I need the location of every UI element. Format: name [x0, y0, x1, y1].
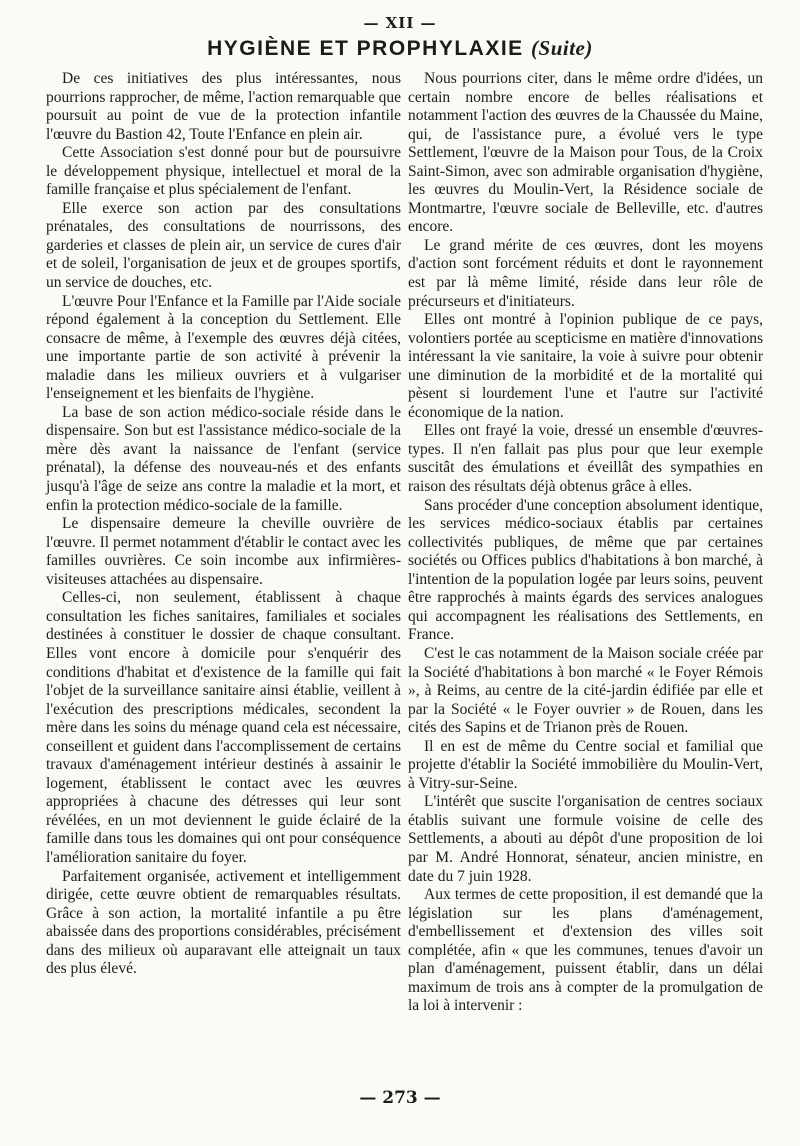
paragraph: Celles-ci, non seulement, établissent à chaque consultation les fiches sanitaires, familiales et sociales destinées à constituer le dossier de chaque consultant. Elles vont encore à domicile pour s'enquérir des conditions d'habitat et d'existence de la famille qui fait l'objet de la surveillance sanitaire ainsi établie, veillent à l'exécution des prescriptions médicales, secondent la mère dans les soins du ménage quand cela est nécessaire, conseillent et guident dans l'accomplissement de certains travaux d'aménagement intérieur destinés à assainir le logement, établissent le contact avec les œuvres appropriées à chacune des détresses qui leur sont révélées, en un mot deviennent le guide éclairé de la famille dans tous les domaines qui ont pour conséquence l'amélioration sanitaire du foyer. [46, 589, 401, 866]
paragraph: Nous pourrions citer, dans le même ordre d'idées, un certain nombre encore de belles réalisations et notamment l'action des œuvres de la Chaussée du Maine, qui, de l'assistance pure, a évolué vers le type Settlement, l'œuvre de la Maison pour Tous, de la Croix Saint-Simon, avec son admirable organisation d'hygiène, les œuvres du Moulin-Vert, la Résidence sociale de Montmartre, l'œuvre sociale de Belleville, etc. d'autres encore. [408, 70, 763, 236]
page-roman-numeral: — XII — [363, 14, 437, 32]
paragraph: Cette Association s'est donné pour but de poursuivre le développement physique, intellectuel et moral de la famille française et plus spécialement de l'enfant. [46, 144, 401, 199]
paragraph: La base de son action médico-sociale réside dans le dispensaire. Son but est l'assistance médico-sociale de la mère dès avant la naissance de l'enfant (service prénatal), la défense des nouveau-nés et des enfants jusqu'à l'âge de seize ans contre la maladie et la mort, et enfin la protection médico-sociale de la famille. [46, 403, 401, 514]
right-column [408, 70, 763, 1016]
paragraph: Elles ont frayé la voie, dressé un ensemble d'œuvres-types. Il n'en fallait pas plus pour que leur exemple suscitât des émulations et éveillât des sympathies en raison des résultats déjà obtenus grâce à elles. [408, 422, 763, 496]
paragraph: Il en est de même du Centre social et familial que projette d'établir la Société immobilière du Moulin-Vert, à Vitry-sur-Seine. [408, 737, 763, 792]
paragraph: Parfaitement organisée, activement et intelligemment dirigée, cette œuvre obtient de remarquables résultats. Grâce à son action, la mortalité infantile a pu être abaissée dans des proportions considérables, précisément dans des milieux où auparavant elle atteignait un taux des plus élevé. [46, 867, 401, 978]
page-title [0, 36, 800, 61]
paragraph: Le grand mérite de ces œuvres, dont les moyens d'action sont forcément réduits et dont le rayonnement est par là même limité, réside dans leur rôle de précurseurs et d'initiateurs. [408, 236, 763, 310]
paragraph: Le dispensaire demeure la cheville ouvrière de l'œuvre. Il permet notamment d'établir le contact avec les familles ouvrières. Ce soin incombe aux infirmières-visiteuses attachées au dispensaire. [46, 515, 401, 588]
title-main: HYGIÈNE ET PROPHYLAXIE [207, 37, 524, 60]
paragraph: Sans procéder d'une conception absolument identique, les services médico-sociaux établis par certaines collectivités publiques, de même que par certaines sociétés ou Offices publics d'habitations à bon marché, à l'intention de la population logée par leurs soins, peuvent être rapprochés à maints égards des services analogues qui accompagnent les réalisations des Settlements, en France. [408, 496, 763, 644]
title-suffix: (Suite) [531, 36, 593, 60]
paragraph: L'intérêt que suscite l'organisation de centres sociaux établis suivant une formule voisine de celle des Settlements, a abouti au dépôt d'une proposition de loi par M. André Honnorat, sénateur, ancien ministre, en date du 7 juin 1928. [408, 793, 763, 885]
left-column [46, 70, 401, 979]
paragraph: Elle exerce son action par des consultations prénatales, des consultations de nourrissons, des garderies et classes de plein air, un service de cures d'air et de soleil, l'organisation de jeux et de groupes sportifs, un service de douches, etc. [46, 199, 401, 292]
paragraph: Elles ont montré à l'opinion publique de ce pays, volontiers portée au scepticisme en matière d'innovations intéressant la vie sanitaire, la voie à suivre pour obtenir une diminution de la morbidité et de la mortalité qui pèsent si lourdement l'une et l'autre sur l'activité économique de la nation. [408, 311, 763, 421]
page-number: — 273 — [359, 1088, 441, 1108]
paragraph: Aux termes de cette proposition, il est demandé que la législation sur les plans d'aménagement, d'embellissement et d'extension des villes soit complétée, afin « que les communes, tenues d'avoir un plan d'aménagement, puissent établir, dans un délai maximum de trois ans à compter de la promulgation de la loi à intervenir : [408, 886, 763, 1015]
paragraph: C'est le cas notamment de la Maison sociale créée par la Société d'habitations à bon marché « le Foyer Rémois », à Reims, au centre de la cité-jardin édifiée par elle et par la Société « le Foyer ouvrier » de Rouen, dans les cités des Sapins et de Trianon près de Rouen. [408, 644, 763, 737]
paragraph: De ces initiatives des plus intéressantes, nous pourrions rapprocher, de même, l'action remarquable que poursuit au point de vue de la protection infantile l'œuvre du Bastion 42, Toute l'Enfance en plein air. [46, 70, 401, 143]
paragraph: L'œuvre Pour l'Enfance et la Famille par l'Aide sociale répond également à la conception du Settlement. Elle consacre de même, à l'exemple des œuvres déjà citées, une importante partie de son activité à prévenir la maladie dans les milieux ouvriers et à vulgariser l'enseignement et les bienfaits de l'hygiène. [46, 292, 401, 403]
